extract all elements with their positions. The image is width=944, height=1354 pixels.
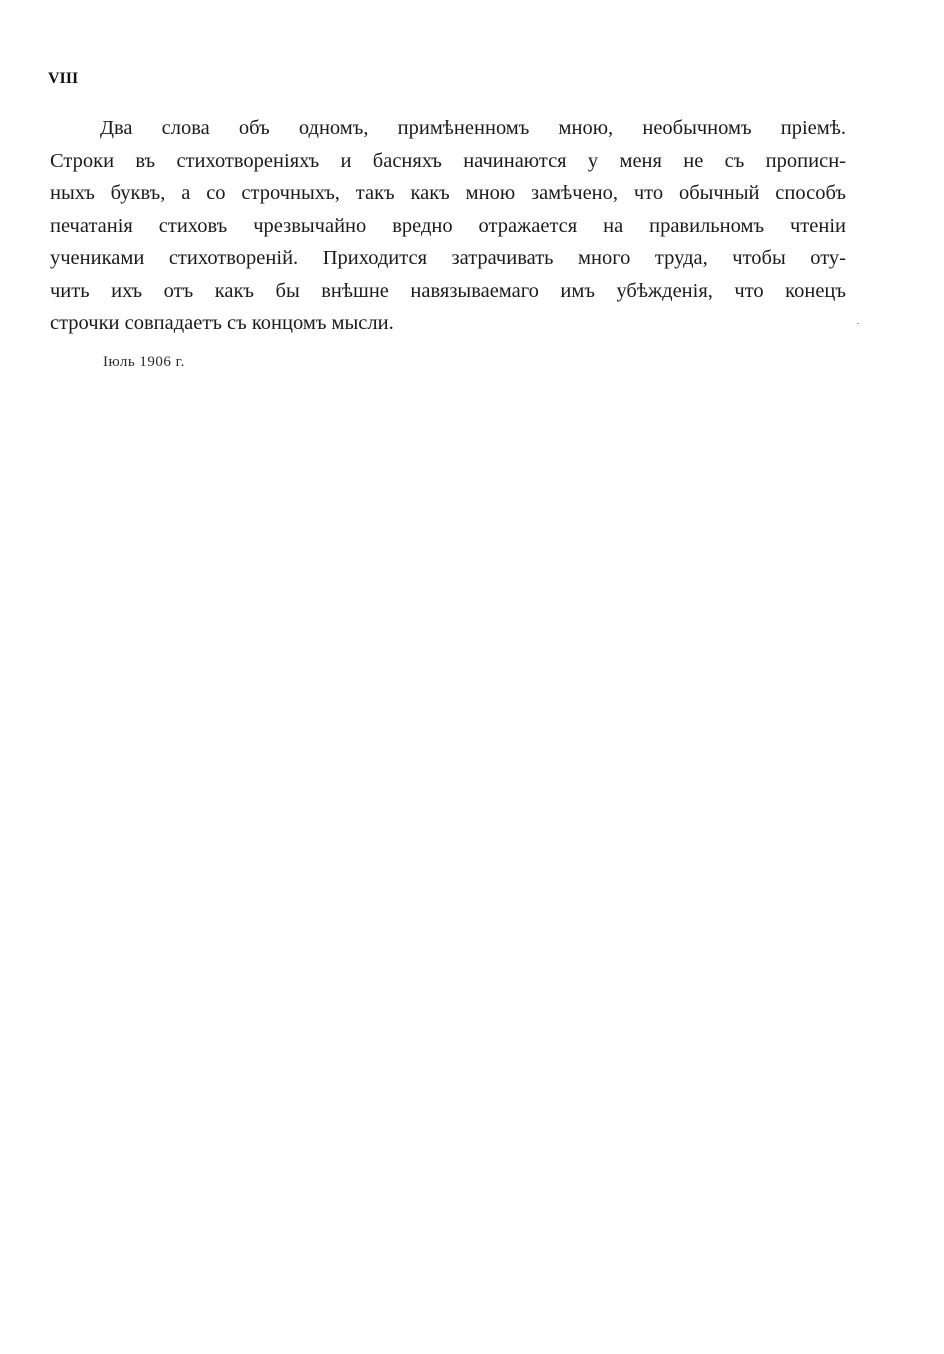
paragraph-line: Два слова объ одномъ, примѣненномъ мною, необычномъ пріемѣ. xyxy=(100,117,846,139)
paragraph-line: ныхъ буквъ, а со строчныхъ, такъ какъ мною замѣчено, что обычный способъ xyxy=(50,182,846,204)
page-number: VIII xyxy=(48,70,79,87)
preface-paragraph xyxy=(50,112,846,340)
paragraph-line: печатанія стиховъ чрезвычайно вредно отражается на правильномъ чтеніи xyxy=(50,214,846,237)
paragraph-line: Строки въ стихотвореніяхъ и басняхъ начинаются у меня не съ прописн- xyxy=(50,149,846,172)
date-line: Іюль 1906 г. xyxy=(103,354,185,370)
print-speck xyxy=(857,323,859,324)
paragraph-line: строчки совпадаетъ съ концомъ мысли. xyxy=(50,312,394,334)
paragraph-line: чить ихъ отъ какъ бы внѣшне навязываемаго имъ убѣжденія, что конецъ xyxy=(50,279,846,302)
paragraph-line: учениками стихотвореній. Приходится затрачивать много труда, чтобы оту- xyxy=(50,247,846,269)
